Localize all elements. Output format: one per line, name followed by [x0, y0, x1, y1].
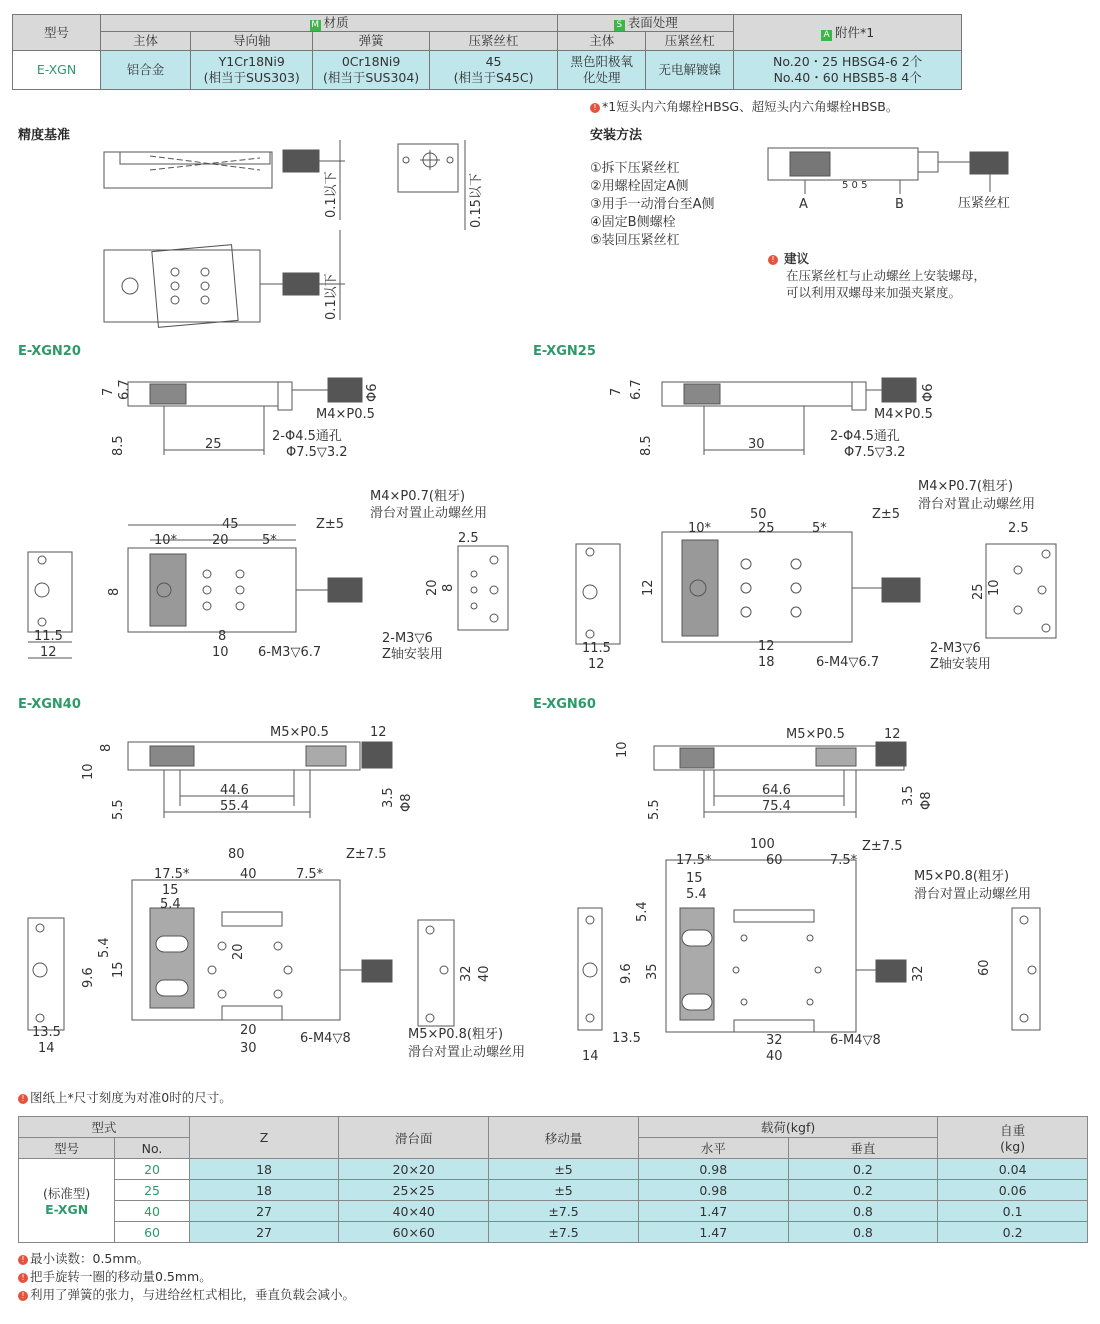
xgn40-dim: 15 [162, 883, 179, 898]
xgn25-dim: Z±5 [872, 507, 901, 522]
spec-footnote: ! *1短头内六角螺栓HBSG、超短头内六角螺栓HBSB。 [590, 97, 898, 115]
xgn40-dim: 5.5 [111, 799, 126, 820]
col-surface: 滑台面 [339, 1117, 489, 1159]
cell: 27 [189, 1222, 339, 1243]
install-step: ③用手一动滑台至A侧 [590, 197, 715, 212]
xgn60-knob-icon [876, 742, 906, 766]
xgn40-dim: 7.5* [296, 867, 324, 882]
xgn25-dim: 6.7 [629, 379, 644, 400]
xgn20-dim: 6-M3▽6.7 [258, 645, 322, 660]
xgn40-dim: 9.6 [81, 967, 96, 988]
xgn20-dim: 11.5 [34, 629, 63, 644]
xgn20-dim: 45 [222, 517, 239, 532]
col-vertical: 垂直 [788, 1138, 938, 1159]
xgn20-dim: Z±5 [316, 517, 345, 532]
spec-screw-value: 45 (相当于S45C) [429, 51, 557, 90]
xgn40-dim: 80 [228, 847, 245, 862]
xgn25-dim: 12 [588, 657, 605, 672]
xgn20-dim: 5* [262, 533, 277, 548]
xgn20-dim: 8 [107, 587, 122, 596]
cell: 0.8 [788, 1222, 938, 1243]
xgn25-dim: 30 [748, 437, 765, 452]
xgn25-dim: 6-M4▽6.7 [816, 655, 880, 670]
install-label-screw: 压紧丝杠 [958, 196, 1011, 211]
precision-title: 精度基准 [18, 128, 71, 143]
cell: ±7.5 [489, 1201, 639, 1222]
xgn25-dim: 10* [688, 521, 712, 536]
col-horizontal: 水平 [638, 1138, 788, 1159]
xgn60-dim: Z±7.5 [862, 839, 903, 854]
xgn20-dim: 20 [212, 533, 229, 548]
xgn20-dim: 2.5 [458, 531, 479, 546]
xgn20-dim: Φ6 [365, 383, 380, 402]
xgn25-dim: M4×P0.5 [874, 407, 933, 422]
xgn20-dim: 12 [40, 645, 57, 660]
xgn60-dim: M5×P0.8(粗牙) [914, 869, 1010, 884]
xgn60-dim: 15 [686, 871, 703, 886]
install-step: ④固定B侧螺栓 [590, 215, 676, 230]
cell: 0.06 [938, 1180, 1088, 1201]
xgn40-dim: 15 [111, 961, 126, 978]
install-label-b: B [895, 197, 904, 212]
xgn40-dim: 13.5 [32, 1025, 61, 1040]
xgn60-dim: 64.6 [762, 783, 791, 798]
xgn20-dim: 8 [441, 583, 456, 592]
xgn40-dim: 3.5 [381, 787, 396, 808]
xgn60-dim: 滑台对置止动螺丝用 [914, 887, 1032, 902]
xgn25-dim: 10 [987, 579, 1002, 596]
xgn25-dim: M4×P0.7(粗牙) [918, 479, 1014, 494]
xgn40-dim: 40 [477, 965, 492, 982]
xgn60-dim: 60 [977, 959, 992, 976]
spec-surface-body-value: 黑色阳极氧 化处理 [558, 51, 646, 90]
xgn60-dim: 9.6 [619, 963, 634, 984]
xgn25-dim: Φ6 [921, 383, 936, 402]
install-step: ②用螺栓固定A侧 [590, 179, 689, 194]
spec-body-value: 铝合金 [101, 51, 191, 90]
xgn40-dim: Φ8 [399, 793, 414, 812]
xgn40-dim: 5.4 [160, 897, 181, 912]
cell: 0.1 [938, 1201, 1088, 1222]
xgn20-dim: M4×P0.7(粗牙) [370, 489, 466, 504]
cell: ±7.5 [489, 1222, 639, 1243]
col-no: No. [115, 1138, 189, 1159]
row-no: 60 [115, 1222, 189, 1243]
cell: 60×60 [339, 1222, 489, 1243]
xgn40-dim: 10 [81, 763, 96, 780]
spec-guide-value: Y1Cr18Ni9 (相当于SUS303) [191, 51, 313, 90]
install-steps [590, 160, 715, 250]
xgn60-dim: 5.4 [635, 901, 650, 922]
xgn25-dim: 25 [758, 521, 775, 536]
drawing-xgn25 [540, 360, 1100, 680]
xgn20-dim: 2-M3▽6 [382, 631, 433, 646]
xgn40-dim: 12 [370, 725, 387, 740]
xgn25-dim: 12 [641, 579, 656, 596]
spec-sub-body: 主体 [101, 32, 191, 51]
precision-dim-a: 0.1以下 [324, 171, 339, 218]
xgn60-dim: 3.5 [901, 785, 916, 806]
xgn25-dim: 7 [609, 387, 624, 396]
cell: 0.8 [788, 1201, 938, 1222]
xgn20-knob-icon [328, 378, 362, 402]
install-advice: ! 建议 在压紧丝杠与止动螺丝上安装螺母， 可以利用双螺母来加强夹紧度。 [768, 250, 986, 301]
precision-side-body [104, 152, 272, 188]
note-item: ! 利用了弹簧的张力，与进给丝杠式相比，垂直负载会减小。 [18, 1286, 355, 1304]
advice-icon: ! [768, 255, 778, 265]
model-title-xgn40: E-XGN40 [18, 697, 81, 712]
xgn60-dim: 100 [750, 837, 775, 852]
xgn20-dim: 2-Φ4.5通孔 [272, 429, 342, 444]
install-scale: 5 0 5 [842, 180, 868, 191]
xgn60-dim: 5.5 [647, 799, 662, 820]
xgn40-dim: M5×P0.8(粗牙) [408, 1027, 504, 1042]
xgn25-dim: 25 [971, 583, 986, 600]
xgn20-dim: M4×P0.5 [316, 407, 375, 422]
xgn20-dim: 10* [154, 533, 178, 548]
spec-header-surface: S 表面处理 [558, 15, 734, 32]
spec-sub-screw: 压紧丝杠 [429, 32, 557, 51]
xgn60-dim: 5.4 [686, 887, 707, 902]
spec-header-material: M 材质 [101, 15, 558, 32]
xgn40-dim: 40 [240, 867, 257, 882]
xgn40-dim: 14 [38, 1041, 55, 1056]
cell: 0.2 [788, 1180, 938, 1201]
cell: 0.98 [638, 1159, 788, 1180]
note-item: ! 把手旋转一圈的移动量0.5mm。 [18, 1268, 355, 1286]
xgn60-dim: 12 [884, 727, 901, 742]
xgn40-dim: 55.4 [220, 799, 249, 814]
xgn60-dim: 17.5* [676, 853, 712, 868]
xgn40-dim: M5×P0.5 [270, 725, 329, 740]
cell: 18 [189, 1180, 339, 1201]
spec-header-model: 型号 [13, 15, 101, 51]
xgn20-dim: 25 [205, 437, 222, 452]
xgn40-knob-icon [362, 742, 392, 768]
col-type: 型式 [19, 1117, 190, 1138]
xgn60-dim: 10 [615, 741, 630, 758]
spec-header-attachment: A 附件*1 [734, 15, 962, 51]
col-model: 型号 [19, 1138, 115, 1159]
xgn20-dim: 8 [218, 629, 227, 644]
xgn25-dim: 11.5 [582, 641, 611, 656]
xgn60-dim: 32 [766, 1033, 783, 1048]
xgn25-dim: 2.5 [1008, 521, 1029, 536]
spec-attachment-value: No.20・25 HBSG4-6 2个 No.40・60 HBSB5-8 4个 [734, 51, 962, 90]
cell: ±5 [489, 1180, 639, 1201]
xgn40-dim: 17.5* [154, 867, 190, 882]
cell: 25×25 [339, 1180, 489, 1201]
xgn40-dim: 30 [240, 1041, 257, 1056]
xgn20-dim: Φ7.5▽3.2 [286, 445, 348, 460]
drawing-xgn20 [0, 360, 540, 670]
precision-dim-b: 0.15以下 [469, 173, 484, 228]
drawing-xgn40 [0, 712, 560, 1072]
install-title: 安装方法 [590, 128, 643, 143]
xgn25-knob-icon [882, 378, 916, 402]
spec-model: E-XGN [13, 51, 101, 90]
spec-sub-guide: 导向轴 [191, 32, 313, 51]
col-load: 载荷(kgf) [638, 1117, 937, 1138]
drawing-xgn60 [540, 712, 1100, 1072]
drawing-note: ! 图纸上*尺寸刻度为对准0时的尺寸。 [18, 1088, 232, 1106]
precision-dim-c: 0.1以下 [324, 273, 339, 320]
cell: 18 [189, 1159, 339, 1180]
xgn60-dim: 13.5 [612, 1031, 641, 1046]
model-title-xgn25: E-XGN25 [533, 344, 596, 359]
xgn60-dim: M5×P0.5 [786, 727, 845, 742]
xgn60-dim: 7.5* [830, 853, 858, 868]
note-item: ! 最小读数：0.5mm。 [18, 1250, 355, 1268]
spec-sub-spring: 弹簧 [313, 32, 429, 51]
material-spec-table [12, 14, 962, 90]
xgn60-dim: 32 [911, 965, 926, 982]
cell: ±5 [489, 1159, 639, 1180]
xgn60-dim: 35 [645, 963, 660, 980]
xgn60-dim: 6-M4▽8 [830, 1033, 881, 1048]
bottom-notes [18, 1250, 355, 1304]
cell: 1.47 [638, 1201, 788, 1222]
cell: 20×20 [339, 1159, 489, 1180]
load-table [18, 1116, 1088, 1243]
spec-sub-body2: 主体 [558, 32, 646, 51]
xgn25-dim: 滑台对置止动螺丝用 [918, 497, 1036, 512]
group-cell: (标准型) E-XGN [19, 1159, 115, 1243]
xgn40-dim: 44.6 [220, 783, 249, 798]
cell: 0.2 [938, 1222, 1088, 1243]
row-no: 40 [115, 1201, 189, 1222]
cell: 27 [189, 1201, 339, 1222]
xgn25-dim: 18 [758, 655, 775, 670]
xgn20-dim: 20 [425, 579, 440, 596]
install-label-a: A [799, 197, 808, 212]
col-z: Z [189, 1117, 339, 1159]
row-no: 20 [115, 1159, 189, 1180]
xgn40-dim: 20 [240, 1023, 257, 1038]
xgn25-dim: 50 [750, 507, 767, 522]
xgn25-dim: 2-M3▽6 [930, 641, 981, 656]
xgn60-dim: 40 [766, 1049, 783, 1064]
cell: 0.04 [938, 1159, 1088, 1180]
xgn40-dim: 20 [231, 943, 246, 960]
xgn60-dim: Φ8 [919, 791, 934, 810]
knob-icon [283, 150, 319, 172]
spec-spring-value: 0Cr18Ni9 (相当于SUS304) [313, 51, 429, 90]
cell: 40×40 [339, 1201, 489, 1222]
xgn40-dim: 滑台对置止动螺丝用 [408, 1045, 526, 1060]
xgn25-dim: Φ7.5▽3.2 [844, 445, 906, 460]
col-weight: 自重 (kg) [938, 1117, 1088, 1159]
xgn60-dim: 75.4 [762, 799, 791, 814]
spec-surface-screw-value: 无电解镀镍 [646, 51, 734, 90]
cell: 0.2 [788, 1159, 938, 1180]
precision-plan-body [104, 250, 260, 322]
spec-sub-screw2: 压紧丝杠 [646, 32, 734, 51]
xgn40-dim: Z±7.5 [346, 847, 387, 862]
model-title-xgn60: E-XGN60 [533, 697, 596, 712]
cell: 0.98 [638, 1180, 788, 1201]
xgn20-dim: 8.5 [111, 435, 126, 456]
model-title-xgn20: E-XGN20 [18, 344, 81, 359]
row-no: 25 [115, 1180, 189, 1201]
xgn25-dim: 2-Φ4.5通孔 [830, 429, 900, 444]
xgn20-dim: 6.7 [117, 379, 132, 400]
xgn25-dim: Z轴安装用 [930, 657, 991, 672]
xgn20-dim: Z轴安装用 [382, 647, 443, 662]
spring-icon [790, 152, 830, 176]
install-step: ①拆下压紧丝杠 [590, 161, 680, 176]
xgn60-dim: 14 [582, 1049, 599, 1064]
install-step: ⑤装回压紧丝杠 [590, 233, 680, 248]
install-knob-icon [970, 152, 1008, 174]
xgn20-dim: 滑台对置止动螺丝用 [370, 506, 488, 521]
xgn25-dim: 12 [758, 639, 775, 654]
xgn25-dim: 5* [812, 521, 827, 536]
xgn40-dim: 5.4 [97, 937, 112, 958]
col-travel: 移动量 [489, 1117, 639, 1159]
xgn25-dim: 8.5 [639, 435, 654, 456]
xgn40-dim: 8 [99, 743, 114, 752]
xgn40-dim: 32 [459, 965, 474, 982]
precision-end-body [398, 144, 458, 192]
cell: 1.47 [638, 1222, 788, 1243]
xgn20-dim: 7 [101, 387, 116, 396]
xgn60-dim: 60 [766, 853, 783, 868]
xgn40-dim: 6-M4▽8 [300, 1031, 351, 1046]
xgn20-dim: 10 [212, 645, 229, 660]
